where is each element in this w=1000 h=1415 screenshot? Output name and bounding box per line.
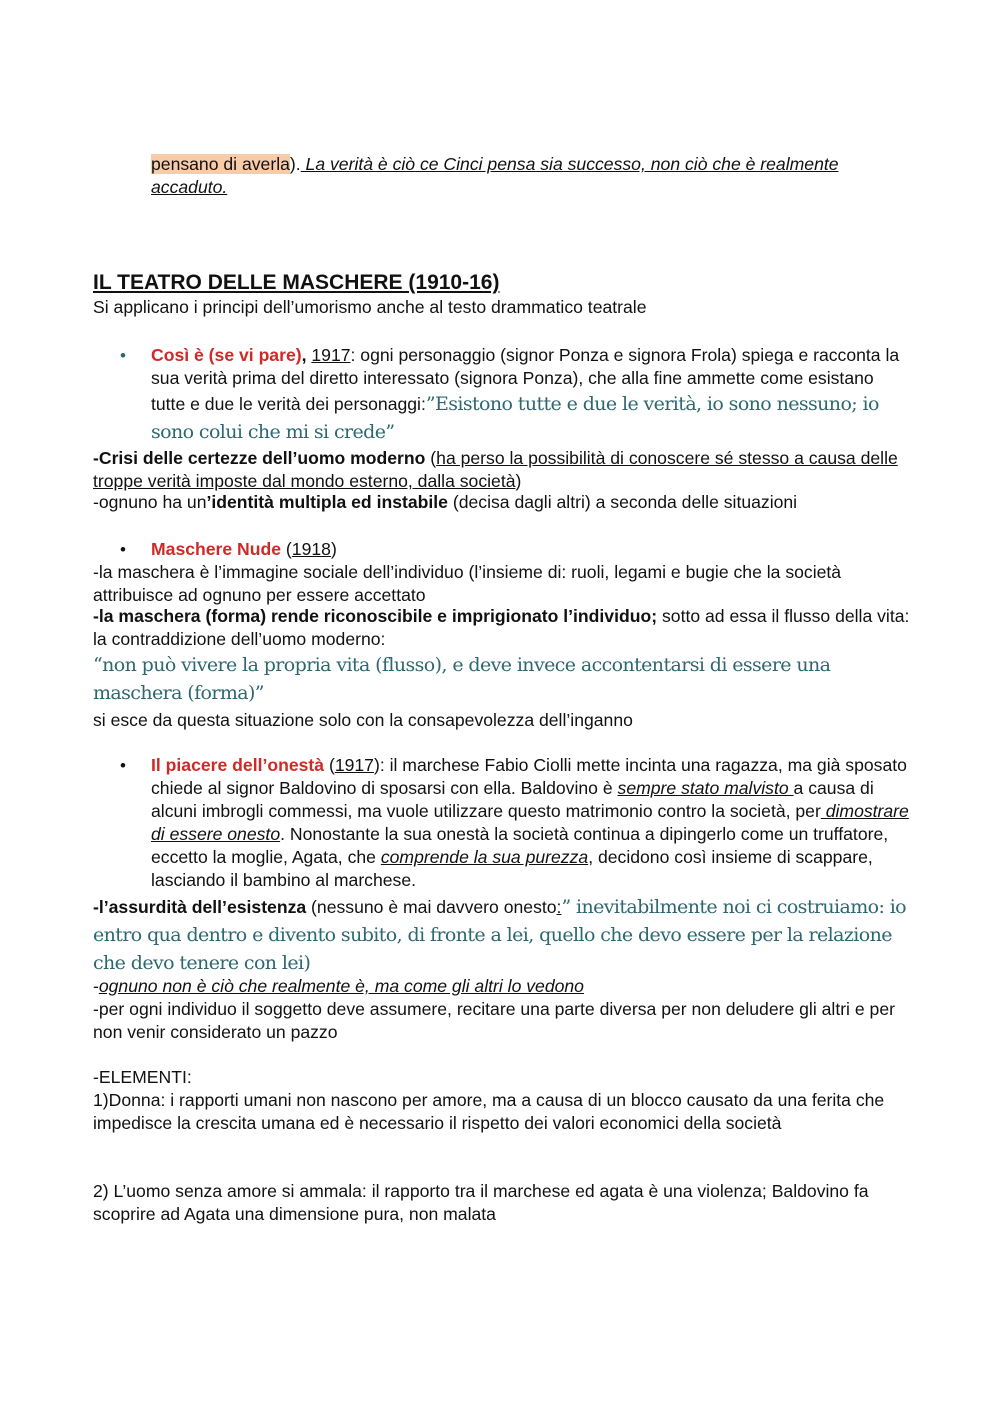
quote: ” inevitabilmente noi ci costruiamo: io entro qua dentro e divento subito, di fronte a lei, quello che devo essere per la relazione che devo tenere con lei): [93, 896, 907, 974]
list-item-cosi-e: Così è (se vi pare), 1917: ogni personaggio (signor Ponza e signora Frola) spiega e racconta la sua verità prima del diretto interessato (signora Ponza), che alla fine ammette come esistano tutte e due le verità dei personaggi:”Esistono tutte e due le verità, io sono nessuno; io sono colui che mi si crede”: [151, 345, 900, 443]
paragraph-identita: -ognuno ha un’identità multipla ed instabile (decisa dagli altri) a seconda delle situazioni: [93, 492, 798, 512]
bullet-icon: •: [120, 540, 126, 559]
paragraph-apparenza: -ognuno non è ciò che realmente è, ma come gli altri lo vedono: [93, 976, 584, 996]
work-title: Il piacere dell’onestà: [151, 755, 325, 775]
intro-paragraph: pensano di averla). La verità è ciò ce Cinci pensa sia successo, non ciò che è realmente accaduto.: [151, 154, 839, 197]
intro-conclusion: La verità è ciò ce Cinci pensa sia successo, non ciò che è realmente accaduto.: [151, 154, 839, 197]
quote: ”Esistono tutte e due le verità, io sono nessuno; io sono colui che mi si crede”: [151, 393, 879, 443]
paragraph-assurdita: -l’assurdità dell’esistenza (nessuno è mai davvero onesto:” inevitabilmente noi ci costruiamo: io entro qua dentro e divento subito, di fronte a lei, quello che devo essere per la relazione che devo tenere con lei): [93, 896, 907, 974]
paragraph-consapevolezza: si esce da questa situazione solo con la consapevolezza dell’inganno: [93, 710, 633, 730]
quote: “non può vivere la propria vita (flusso), e deve invece accontentarsi di essere una maschera (forma)”: [93, 654, 831, 704]
list-item-piacere-onesta: Il piacere dell’onestà (1917): il marchese Fabio Ciolli mette incinta una ragazza, ma già sposato chiede al signor Baldovino di sposarsi con ella. Baldovino è sempre stato malvisto a causa di alcuni imbrogli commessi, ma vuole utilizzare questo matrimonio contro la società, per dimostrare di essere onesto. Nonostante la sua onestà la società continua a dipingerlo come un truffatore, eccetto la moglie, Agata, che comprende la sua purezza, decidono così insieme di scappare, lasciando il bambino al marchese.: [151, 755, 909, 890]
section-title: IL TEATRO DELLE MASCHERE (1910-16): [93, 271, 500, 294]
list-item-maschere-nude: Maschere Nude (1918): [151, 539, 337, 559]
highlighted-text: pensano di averla: [151, 154, 290, 174]
section-subtitle: Si applicano i principi dell’umorismo anche al testo drammatico teatrale: [93, 297, 647, 317]
paragraph-crisi: -Crisi delle certezze dell’uomo moderno (ha perso la possibilità di conoscere sé stesso a causa delle troppe verità imposte dal mondo esterno, dalla società): [93, 448, 898, 491]
elements-heading: -ELEMENTI:: [93, 1067, 192, 1087]
element-donna: 1)Donna: i rapporti umani non nascono per amore, ma a causa di un blocco causato da una ferita che impedisce la crescita umana ed è necessario il rispetto dei valori economici della società: [93, 1090, 885, 1133]
paragraph-maschera: -la maschera è l’immagine sociale dell’individuo (l’insieme di: ruoli, legami e bugie che la società attribuisce ad ognuno per essere accettato: [93, 562, 842, 605]
paragraph-ruolo: -per ogni individuo il soggetto deve assumere, recitare una parte diversa per non deludere gli altri e per non venir considerato un pazzo: [93, 999, 895, 1042]
element-amore: 2) L’uomo senza amore si ammala: il rapporto tra il marchese ed agata è una violenza; Baldovino fa scoprire ad Agata una dimensione pura, non malata: [93, 1181, 869, 1224]
work-year: 1917: [311, 345, 351, 365]
work-year: 1918: [291, 539, 331, 559]
work-title: Maschere Nude: [151, 539, 282, 559]
paragraph-forma: -la maschera (forma) rende riconoscibile e imprigionato l’individuo; sotto ad essa il flusso della vita: la contraddizione dell’uomo moderno:: [93, 606, 910, 649]
bullet-icon: •: [120, 756, 126, 775]
work-title: Così è (se vi pare): [151, 345, 302, 365]
work-year: 1917: [334, 755, 374, 775]
bullet-icon: •: [120, 346, 126, 365]
